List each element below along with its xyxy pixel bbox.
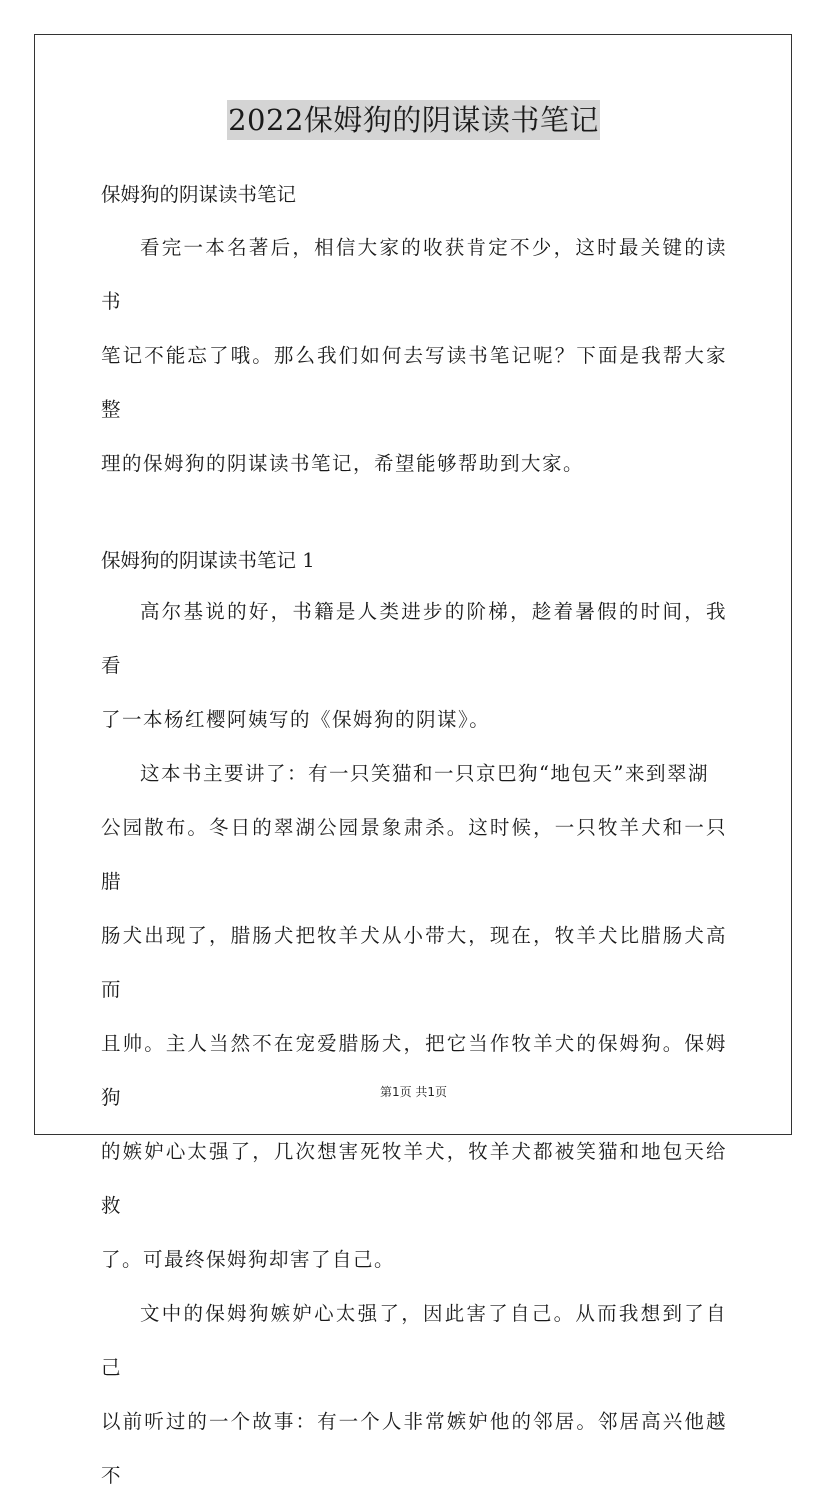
document-title <box>0 100 827 140</box>
intro-line: 看完一本名著后，相信大家的收获肯定不少，这时最关键的读书 <box>101 236 727 313</box>
paragraph-line: 的嫉妒心太强了，几次想害死牧羊犬，牧羊犬都被笑猫和地包天给救 <box>101 1140 727 1217</box>
section-heading: 保姆狗的阴谋读书笔记 <box>101 183 297 206</box>
paragraph-line: 公园散布。冬日的翠湖公园景象肃杀。这时候，一只牧羊犬和一只腊 <box>101 816 727 893</box>
document-body <box>101 173 727 1503</box>
section-heading-1: 保姆狗的阴谋读书笔记 1 <box>101 549 315 572</box>
paragraph-line: 了。可最终保姆狗却害了自己。 <box>101 1248 396 1271</box>
paragraph-line: 高尔基说的好，书籍是人类进步的阶梯，趁着暑假的时间，我看 <box>101 600 727 677</box>
page-footer: 第1页 共1页 <box>379 1085 448 1099</box>
intro-paragraph <box>101 221 727 491</box>
intro-line: 笔记不能忘了哦。那么我们如何去写读书笔记呢？下面是我帮大家整 <box>101 344 727 421</box>
paragraph-line: 了一本杨红樱阿姨写的《保姆狗的阴谋》。 <box>101 708 491 731</box>
paragraph-line: 且帅。主人当然不在宠爱腊肠犬，把它当作牧羊犬的保姆狗。保姆狗 <box>101 1032 727 1109</box>
intro-line: 理的保姆狗的阴谋读书笔记，希望能够帮助到大家。 <box>101 452 585 475</box>
paragraph-line: 这本书主要讲了：有一只笑猫和一只京巴狗“地包天”来到翠湖 <box>140 762 709 785</box>
spacer <box>101 491 727 519</box>
paragraph-3 <box>101 1287 727 1503</box>
paragraph-line: 以前听过的一个故事：有一个人非常嫉妒他的邻居。邻居高兴他越不 <box>101 1410 727 1487</box>
document-title-text: 2022保姆狗的阴谋读书笔记 <box>227 100 600 140</box>
paragraph-line: 文中的保姆狗嫉妒心太强了，因此害了自己。从而我想到了自己 <box>101 1302 727 1379</box>
paragraph-2 <box>101 747 727 1287</box>
paragraph-line: 肠犬出现了，腊肠犬把牧羊犬从小带大，现在，牧羊犬比腊肠犬高而 <box>101 924 727 1001</box>
paragraph-1 <box>101 585 727 747</box>
